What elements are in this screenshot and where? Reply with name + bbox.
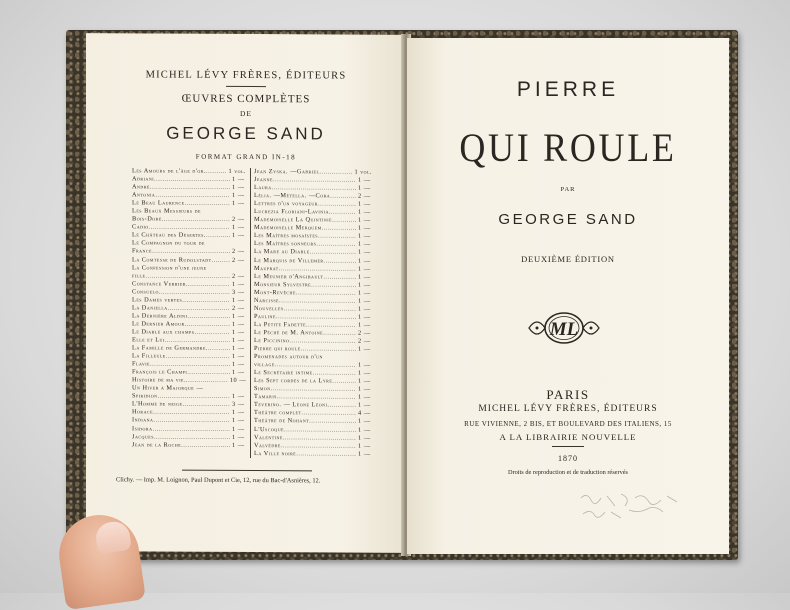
dot-leader — [184, 377, 228, 385]
work-title: L'Uscoque — [254, 425, 285, 433]
volume-count: 1 vol. — [354, 168, 372, 176]
work-title: Promenades autour d'un — [254, 353, 323, 361]
volume-count: 1 — — [358, 200, 371, 208]
dot-leader — [318, 233, 356, 241]
dot-leader — [306, 321, 356, 329]
volume-count: 2 — — [232, 272, 245, 280]
divider-rule — [182, 470, 312, 472]
work-title: Lettres d'un voyageur — [254, 200, 318, 208]
volume-count — [325, 353, 339, 361]
work-title: Le Péché de M. Antoine — [254, 328, 324, 337]
works-heading: ŒUVRES COMPLÈTES — [181, 92, 311, 106]
work-title: La Famille de Germandre — [132, 344, 206, 352]
volume-count: 3 — — [232, 288, 245, 296]
work-title: Narcisse — [254, 296, 279, 304]
volume-count: 1 — — [232, 417, 245, 425]
volume-count — [203, 208, 217, 216]
work-title: Simon — [254, 385, 271, 393]
volume-count: 1 — — [358, 184, 371, 192]
work-title: Valentine — [254, 433, 283, 441]
volume-count: 1 — — [232, 344, 245, 353]
dot-leader — [185, 200, 230, 208]
divider-rule — [226, 86, 266, 87]
volume-count: 1 — — [358, 297, 371, 305]
volume-count: 1 — — [232, 369, 245, 377]
volume-count: 1 — — [232, 280, 245, 288]
volume-count: 1 — — [232, 336, 245, 344]
work-title: La Dernière Aldini — [132, 312, 188, 320]
title-line-1: PIERRE — [516, 78, 620, 101]
works-list-item — [132, 441, 246, 450]
work-title: Les Maîtres sonneurs — [254, 240, 317, 248]
left-author: GEORGE SAND — [166, 123, 326, 144]
volume-count: 1 — — [232, 296, 245, 304]
volume-count: 1 — — [358, 313, 371, 321]
title-line-2: QUI ROULE — [459, 125, 677, 170]
work-title: Le Secrétaire intime — [254, 369, 313, 377]
dot-leader — [316, 241, 356, 249]
work-title: Mont-Revêche — [254, 288, 296, 296]
work-title: La Daniella — [132, 304, 168, 312]
volume-count: 1 — — [232, 232, 245, 240]
work-title: La Petite Fadette — [254, 320, 307, 329]
work-title: Horace — [132, 408, 154, 416]
city: PARIS — [546, 387, 590, 402]
work-title: Théâtre complet — [254, 409, 302, 417]
work-title: Lucrezia Floriani-Lavinia. — [254, 208, 331, 216]
dot-leader — [332, 217, 356, 225]
work-title: village — [254, 361, 275, 369]
work-title: Le Château des Désertes. — [132, 231, 206, 240]
work-title: L'Homme de neige — [132, 400, 183, 409]
work-title: Le Marquis de Villemer — [254, 256, 324, 264]
work-title: Mademoiselle La Quintinie — [254, 216, 333, 224]
volume-count: 1 vol. — [228, 167, 246, 175]
work-title: Teverino. — Léone Léoni. — [254, 401, 330, 409]
publication-year: 1870 — [558, 454, 578, 463]
left-publisher: MICHEL LÉVY FRÈRES, ÉDITEURS — [145, 69, 347, 82]
volume-count — [205, 385, 219, 393]
work-title: Le Dernier Amour — [132, 320, 185, 328]
work-title: Cadio — [132, 223, 149, 231]
work-title: Nouvelles — [254, 304, 284, 312]
work-title: Le Compagnon du tour de — [132, 239, 205, 248]
work-title: France — [132, 247, 153, 255]
work-title: Laura — [254, 184, 272, 192]
dot-leader — [212, 256, 230, 264]
dot-leader — [323, 329, 356, 337]
work-title: Flavie — [132, 360, 150, 368]
volume-count: 1 — — [358, 393, 371, 401]
dot-leader — [323, 273, 356, 281]
dot-leader — [206, 168, 226, 176]
volume-count: 1 — — [232, 184, 245, 192]
volume-count: 1 — — [358, 345, 371, 353]
volume-count: 2 — — [232, 304, 245, 312]
dot-leader — [319, 168, 352, 176]
volume-count: 1 — — [358, 249, 371, 257]
work-title: Valvèdre — [254, 441, 281, 449]
volume-count: 1 — — [358, 418, 371, 426]
column-divider — [250, 168, 251, 458]
works-list-col1 — [132, 167, 246, 449]
volume-count: 1 — — [232, 409, 245, 417]
volume-count: 1 — — [358, 321, 371, 329]
dot-leader — [206, 232, 230, 240]
volume-count: 1 — — [232, 393, 245, 401]
work-title: Les Maîtres mosaïstes — [254, 232, 318, 240]
publisher-address: RUE VIVIENNE, 2 BIS, ET BOULEVARD DES ITALIENS, 15 — [464, 420, 672, 428]
volume-count: 1 — — [232, 353, 245, 361]
volume-count: 1 — — [232, 192, 245, 200]
works-list-col2 — [254, 168, 372, 458]
volume-count: 1 — — [358, 385, 371, 393]
volume-count: 1 — — [358, 281, 371, 289]
work-title: Les Beaux Messieurs de — [132, 207, 201, 215]
work-title: Jeanne — [254, 176, 274, 184]
volume-count: 1 — — [232, 328, 245, 336]
dot-leader — [187, 369, 230, 377]
dot-leader — [301, 345, 356, 353]
printer-imprint: Clichy. — Imp. M. Loignon, Paul Dupont et Cie, 12, rue du Bac-d'Asnières, 12. — [116, 476, 321, 485]
work-title: Lélia. —Métella. —Cora — [254, 192, 331, 200]
volume-count: 1 — — [232, 320, 245, 328]
work-title: Histoire de ma vie — [132, 376, 184, 384]
work-title: Le Beau Laurence — [132, 199, 185, 207]
publisher-monogram-icon — [525, 308, 603, 348]
dot-leader — [330, 193, 356, 201]
volume-count: 1 — — [232, 200, 245, 208]
work-title: Jean de la Roche — [132, 440, 182, 449]
work-title: André — [132, 183, 150, 191]
dot-leader — [322, 225, 356, 233]
work-title: Mauprat — [254, 264, 279, 272]
volume-count: 2 — — [358, 329, 371, 337]
volume-count: 1 — — [232, 175, 245, 184]
dot-leader — [181, 441, 230, 449]
volume-count — [209, 264, 223, 272]
monogram-text: ML — [549, 319, 579, 340]
volume-count: 1 — — [232, 433, 245, 441]
work-title: Un Hiver à Majorque — — [132, 384, 204, 393]
volume-count: 1 — — [358, 377, 371, 385]
work-title: Adriani — [132, 175, 155, 183]
dot-leader — [194, 329, 230, 337]
volume-count: 1 — — [358, 289, 371, 297]
dot-leader — [186, 280, 230, 288]
dot-leader — [182, 296, 230, 304]
volume-count: 1 — — [232, 441, 245, 449]
works-list-item — [254, 450, 372, 459]
dot-leader — [187, 313, 230, 321]
work-title: François le Champi — [132, 368, 188, 376]
work-title: Indiana — [132, 416, 154, 424]
volume-count: 1 — — [358, 232, 371, 241]
work-title: Monsieur Sylvestre — [254, 280, 312, 288]
volume-count: 1 — — [358, 361, 371, 369]
volume-count: 1 — — [358, 426, 371, 434]
edition-label: DEUXIÈME ÉDITION — [521, 254, 615, 264]
work-title: Le Meunier d'Angibault — [254, 272, 324, 281]
dot-leader — [331, 209, 356, 217]
work-title: Consuelo — [132, 288, 159, 296]
work-title: Jacques — [132, 432, 154, 441]
volume-count: 1 — — [358, 176, 371, 184]
volume-count: 1 — — [232, 425, 245, 433]
dot-leader — [324, 257, 356, 265]
right-publisher: MICHEL LÉVY FRÈRES, ÉDITEURS — [478, 404, 658, 414]
volume-count: 1 — — [358, 442, 371, 450]
by-label: PAR — [560, 186, 576, 193]
dot-leader — [206, 345, 230, 353]
volume-count: 1 — — [358, 241, 371, 249]
volume-count: 1 — — [232, 312, 245, 320]
work-title: Le Piccinino — [254, 337, 290, 345]
volume-count: 1 — — [358, 208, 371, 216]
work-title: Pierre qui roule — [254, 345, 301, 353]
rights-notice: Droits de reproduction et de traduction réservés — [508, 469, 628, 476]
dot-leader — [310, 249, 356, 257]
dot-leader — [185, 321, 230, 329]
volume-count: 1 — — [358, 450, 371, 458]
volume-count: 10 — — [229, 377, 246, 385]
dot-leader — [313, 370, 356, 378]
work-title: Isidora — [132, 424, 153, 433]
volume-count: 1 — — [358, 305, 371, 313]
volume-count: 1 — — [358, 401, 371, 410]
dot-leader — [182, 401, 230, 409]
dot-leader — [332, 378, 356, 386]
work-title: Elle et Lui — [132, 336, 165, 344]
work-title: fille — [132, 272, 146, 280]
volume-count: 1 — — [358, 273, 371, 281]
volume-count: 2 — — [358, 192, 371, 200]
work-title: Tamaris — [254, 393, 277, 401]
dot-leader — [311, 281, 356, 289]
volume-count: 4 — — [358, 409, 371, 418]
volume-count: 2 — — [232, 216, 245, 224]
librairie-label: A LA LIBRAIRIE NOUVELLE — [499, 432, 637, 442]
work-title: La Confession d'une jeune — [132, 263, 207, 272]
work-title: Constance Verrier — [132, 280, 186, 288]
dot-leader — [296, 450, 356, 458]
work-title: Mademoiselle Merquem — [254, 224, 322, 232]
right-author: GEORGE SAND — [498, 211, 638, 228]
work-title: Les Sept cordes de la Lyre — [254, 377, 333, 385]
left-page — [86, 33, 406, 553]
work-title: Théâtre de Nohant — [254, 417, 310, 425]
dot-leader — [318, 201, 356, 209]
work-title: Spiridion — [132, 392, 158, 400]
pencil-annotation-icon — [577, 488, 687, 524]
volume-count: 1 — — [358, 224, 371, 232]
work-title: Antonia — [132, 191, 156, 199]
right-page — [407, 38, 729, 554]
work-title: Bois-Doré — [132, 215, 162, 223]
volume-count: 2 — — [358, 337, 371, 345]
work-title: La Filleule — [132, 352, 166, 360]
volume-count: 1 — — [358, 369, 371, 377]
dot-leader — [301, 410, 356, 418]
dot-leader — [309, 418, 356, 426]
volume-count — [207, 240, 221, 248]
work-title: Jean Zyska. —Gabriel — [254, 168, 320, 176]
volume-count: 2 — — [232, 248, 245, 256]
volume-count: 1 — — [358, 216, 371, 224]
work-title: La Mare au Diable — [254, 248, 310, 256]
work-title: La Ville noire — [254, 449, 297, 457]
volume-count: 2 — — [232, 256, 245, 264]
volume-count: 1 — — [358, 257, 371, 265]
work-title: Les Dames vertes — [132, 296, 183, 304]
dot-leader — [329, 402, 356, 410]
works-de: DE — [240, 108, 252, 119]
work-title: Pauline — [254, 312, 276, 321]
work-title: Les Amours de l'âge d'or. — [132, 167, 207, 175]
volume-count: 1 — — [232, 224, 245, 232]
volume-count: 1 — — [358, 434, 371, 442]
volume-count: 3 — — [232, 401, 245, 409]
work-title: La Comtesse de Rudolstadt — [132, 255, 212, 264]
work-title: Le Diable aux champs — [132, 328, 195, 336]
divider-rule — [552, 446, 584, 447]
volume-count: 1 — — [232, 361, 245, 369]
format-label: FORMAT GRAND IN-18 — [195, 152, 297, 162]
volume-count: 1 — — [358, 265, 371, 273]
